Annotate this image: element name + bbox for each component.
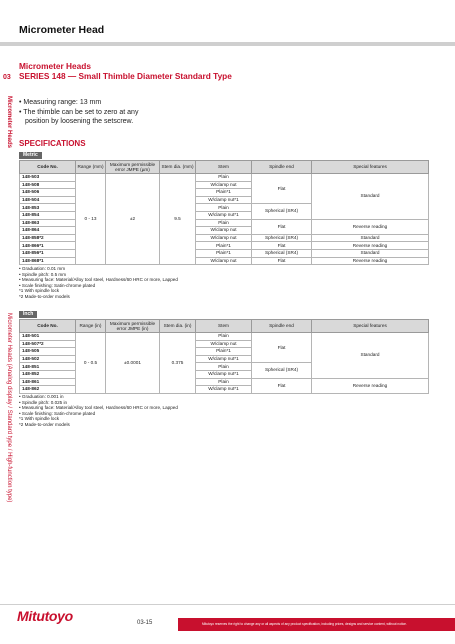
col-special-features: Special features	[312, 320, 429, 333]
code-cell: 148-854	[20, 211, 76, 219]
stem-cell: Plain	[196, 219, 252, 227]
header-rule	[0, 42, 455, 46]
stem-cell: W/clamp nut*1	[196, 355, 252, 363]
table-row	[20, 333, 429, 341]
spindle-cell: Flat	[252, 378, 312, 393]
stem-cell: Plain	[196, 363, 252, 371]
table-row	[20, 174, 429, 182]
note-item: • Spindle pitch: 0.5 mm	[19, 271, 67, 277]
spindle-cell: Flat	[252, 257, 312, 265]
col-error: Maximum permissible error JMPE (in)	[106, 320, 160, 333]
feature-cell: Standard	[312, 249, 429, 257]
col-stem: Stem	[196, 320, 252, 333]
range-cell: 0 - 0.5	[76, 333, 106, 394]
col-error: Maximum permissible error JMPE (µm)	[106, 161, 160, 174]
bullet-item: • Measuring range: 13 mm	[19, 99, 102, 106]
note-item: *1 With spindle lock	[19, 416, 60, 422]
col-code: Code No.	[20, 320, 76, 333]
stem-cell: W/clamp nut	[196, 340, 252, 348]
code-cell: 148-861	[20, 378, 76, 386]
col-code: Code No.	[20, 161, 76, 174]
code-cell: 148-504	[20, 196, 76, 204]
code-cell: 148-506	[20, 189, 76, 197]
code-cell: 148-858*2	[20, 234, 76, 242]
col-range: Range (in)	[76, 320, 106, 333]
col-special-features: Special features	[312, 161, 429, 174]
code-cell: 148-851	[20, 363, 76, 371]
metric-spec-table	[19, 160, 429, 265]
code-cell: 148-868*1	[20, 257, 76, 265]
product-title	[19, 61, 232, 81]
inch-spec-table	[19, 319, 429, 394]
code-cell: 148-862	[20, 386, 76, 394]
col-stem-dia: Stem dia. (in)	[160, 320, 196, 333]
spindle-cell: Flat	[252, 333, 312, 363]
code-cell: 148-501	[20, 333, 76, 341]
stem-cell: W/clamp nut*1	[196, 386, 252, 394]
stem-cell: W/clamp nut	[196, 234, 252, 242]
footer-rule	[0, 604, 455, 605]
spindle-cell: Spherical (SR4)	[252, 249, 312, 257]
spindle-cell: Flat	[252, 219, 312, 234]
code-cell: 148-853	[20, 204, 76, 212]
spindle-cell: Spherical (SR4)	[252, 204, 312, 219]
stem-cell: W/clamp nut	[196, 227, 252, 235]
stem-dia-cell: 9.5	[160, 174, 196, 265]
feature-bullets	[19, 98, 139, 127]
metric-notes	[19, 266, 178, 300]
spindle-cell: Flat	[252, 174, 312, 204]
stem-cell: Plain*1	[196, 242, 252, 250]
note-item: • Graduation: 0.001 in	[19, 394, 64, 399]
spindle-cell: Spherical (SR4)	[252, 363, 312, 378]
bullet-item: • The thimble can be set to zero at any position by loosening the setscrew.	[19, 108, 139, 125]
note-item: • Measuring face: Material/Alloy tool steel, Hardness/60 HRC or more, Lapped	[19, 405, 178, 411]
inch-notes	[19, 394, 178, 428]
footer-disclaimer: Mitutoyo reserves the right to change any or all aspects of any product specification, including prices, designs and service content, without notice.	[202, 622, 407, 626]
range-cell: 0 - 13	[76, 174, 106, 265]
code-cell: 148-864	[20, 227, 76, 235]
col-range: Range (mm)	[76, 161, 106, 174]
error-cell: ±0.0001	[106, 333, 160, 394]
page-number: 03-15	[137, 620, 153, 626]
product-title-line2: SERIES 148 — Small Thimble Diameter Standard Type	[19, 71, 232, 81]
mitutoyo-logo: Mitutoyo	[17, 608, 73, 624]
col-spindle-end: Spindle end	[252, 161, 312, 174]
page-header	[0, 0, 455, 48]
error-cell: ±2	[106, 174, 160, 265]
note-item: • Measuring face: Material/Alloy tool steel, Hardness/60 HRC or more, Lapped	[19, 277, 178, 283]
spindle-cell: Spherical (SR4)	[252, 234, 312, 242]
feature-cell: Reverse reading	[312, 242, 429, 250]
note-item: *1 With spindle lock	[19, 288, 60, 294]
note-item: • Scale finishing: Satin-chrome plated	[19, 410, 96, 416]
table-header-row	[20, 161, 429, 174]
chapter-number: 03	[3, 74, 11, 81]
section-side-label: Micrometer Heads (Analog display / Standard type / High-function type)	[6, 313, 12, 503]
stem-cell: W/clamp nut*1	[196, 196, 252, 204]
code-cell: 148-508	[20, 181, 76, 189]
chapter-tab-label: Micrometer Heads	[6, 96, 12, 149]
stem-cell: Plain*1	[196, 249, 252, 257]
code-cell: 148-866*1	[20, 242, 76, 250]
col-stem: Stem	[196, 161, 252, 174]
note-item: *2 Made-to-order models	[19, 293, 70, 299]
stem-cell: Plain*1	[196, 189, 252, 197]
code-cell: 148-863	[20, 219, 76, 227]
stem-cell: Plain	[196, 174, 252, 182]
feature-cell: Reverse reading	[312, 257, 429, 265]
feature-cell: Standard	[312, 333, 429, 379]
stem-cell: W/clamp nut	[196, 257, 252, 265]
col-spindle-end: Spindle end	[252, 320, 312, 333]
stem-cell: W/clamp nut	[196, 181, 252, 189]
spindle-cell: Flat	[252, 242, 312, 250]
code-cell: 148-503	[20, 174, 76, 182]
stem-cell: Plain	[196, 204, 252, 212]
feature-cell: Standard	[312, 174, 429, 220]
col-stem-dia: Stem dia. (mm)	[160, 161, 196, 174]
code-cell: 148-852	[20, 370, 76, 378]
feature-cell: Reverse reading	[312, 378, 429, 393]
code-cell: 148-505	[20, 348, 76, 356]
page-title: Micrometer Head	[19, 24, 105, 36]
stem-cell: Plain*1	[196, 348, 252, 356]
stem-cell: Plain	[196, 378, 252, 386]
metric-label: Metric	[19, 152, 42, 159]
specifications-heading: SPECIFICATIONS	[19, 139, 86, 148]
inch-label: Inch	[19, 311, 37, 318]
note-item: • Scale finishing: Satin-chrome plated	[19, 282, 96, 288]
stem-cell: Plain	[196, 333, 252, 341]
feature-cell: Reverse reading	[312, 219, 429, 234]
code-cell: 148-507*2	[20, 340, 76, 348]
note-item: • Spindle pitch: 0.025 in	[19, 399, 68, 405]
product-title-line1: Micrometer Heads	[19, 61, 91, 71]
code-cell: 148-856*1	[20, 249, 76, 257]
stem-cell: W/clamp nut*1	[196, 211, 252, 219]
stem-dia-cell: 0.375	[160, 333, 196, 394]
feature-cell: Standard	[312, 234, 429, 242]
code-cell: 148-502	[20, 355, 76, 363]
note-item: • Graduation: 0.01 mm	[19, 266, 66, 271]
note-item: *2 Made-to-order models	[19, 421, 70, 427]
stem-cell: W/clamp nut*1	[196, 370, 252, 378]
table-header-row	[20, 320, 429, 333]
